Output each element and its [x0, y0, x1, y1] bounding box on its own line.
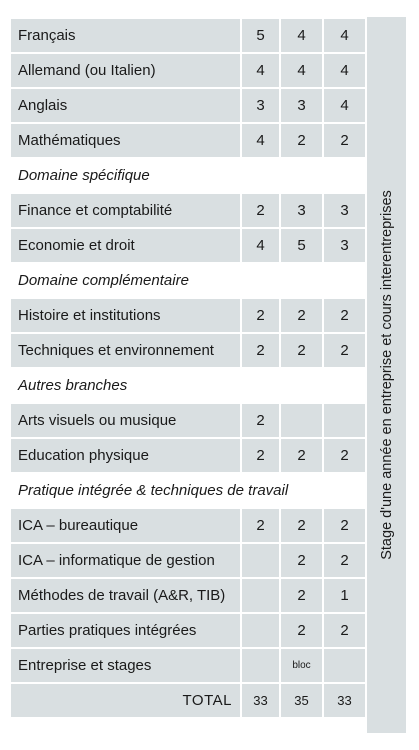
year-3-value [324, 404, 365, 437]
year-3-value: 2 [324, 509, 365, 542]
year-3-value: 33 [324, 684, 365, 717]
year-1-value [242, 579, 279, 612]
year-1-value: 2 [242, 509, 279, 542]
subject-label: Parties pratiques intégrées [11, 614, 240, 647]
year-3-value: 3 [324, 194, 365, 227]
year-3-value: 4 [324, 89, 365, 122]
year-1-value: 2 [242, 334, 279, 367]
year-3-value: 3 [324, 229, 365, 262]
section-heading: Domaine complémentaire [18, 271, 189, 289]
section-heading: Autres branches [18, 376, 128, 394]
year-1-value: 5 [242, 19, 279, 52]
side-note-column [367, 17, 406, 733]
year-2-value: 2 [281, 439, 322, 472]
year-2-value: 2 [281, 509, 322, 542]
year-2-value: 2 [281, 579, 322, 612]
subject-label: ICA – informatique de gestion [11, 544, 240, 577]
year-3-value: 2 [324, 544, 365, 577]
year-1-value: 2 [242, 439, 279, 472]
year-1-value: 4 [242, 124, 279, 157]
year-1-value: 4 [242, 54, 279, 87]
total-label: TOTAL [11, 684, 240, 717]
year-2-value: 4 [281, 19, 322, 52]
subject-label: Histoire et institutions [11, 299, 240, 332]
year-2-value: 3 [281, 89, 322, 122]
year-1-value [242, 544, 279, 577]
year-1-value [242, 649, 279, 682]
subject-label: Arts visuels ou musique [11, 404, 240, 437]
year-3-value: 2 [324, 124, 365, 157]
subject-label: Economie et droit [11, 229, 240, 262]
year-1-value: 4 [242, 229, 279, 262]
year-2-value: 2 [281, 124, 322, 157]
year-1-value: 33 [242, 684, 279, 717]
year-3-value [324, 649, 365, 682]
year-2-value: 2 [281, 334, 322, 367]
year-1-value: 2 [242, 194, 279, 227]
year-2-value: 2 [281, 299, 322, 332]
subject-label: Français [11, 19, 240, 52]
year-1-value: 3 [242, 89, 279, 122]
year-2-value: 2 [281, 614, 322, 647]
subject-label: Allemand (ou Italien) [11, 54, 240, 87]
subject-label: Education physique [11, 439, 240, 472]
year-2-value: 2 [281, 544, 322, 577]
year-1-value: 2 [242, 299, 279, 332]
subject-label: Méthodes de travail (A&R, TIB) [11, 579, 240, 612]
section-heading: Pratique intégrée & techniques de travail [18, 481, 289, 499]
year-2-value: 5 [281, 229, 322, 262]
year-2-value: 35 [281, 684, 322, 717]
subject-label: Entreprise et stages [11, 649, 240, 682]
year-3-value: 2 [324, 439, 365, 472]
year-1-value: 2 [242, 404, 279, 437]
subject-label: Techniques et environnement [11, 334, 240, 367]
year-2-value: 4 [281, 54, 322, 87]
year-3-value: 2 [324, 334, 365, 367]
year-2-value: bloc [281, 649, 322, 682]
year-2-value [281, 404, 322, 437]
year-3-value: 2 [324, 299, 365, 332]
section-heading: Domaine spécifique [18, 166, 150, 184]
year-3-value: 1 [324, 579, 365, 612]
year-3-value: 2 [324, 614, 365, 647]
subject-label: Mathématiques [11, 124, 240, 157]
year-1-value [242, 614, 279, 647]
year-3-value: 4 [324, 19, 365, 52]
subject-label: Anglais [11, 89, 240, 122]
year-2-value: 3 [281, 194, 322, 227]
subject-label: ICA – bureautique [11, 509, 240, 542]
side-note-text: Stage d'une année en entreprise et cours interentreprises [378, 190, 395, 560]
subject-label: Finance et comptabilité [11, 194, 240, 227]
year-3-value: 4 [324, 54, 365, 87]
